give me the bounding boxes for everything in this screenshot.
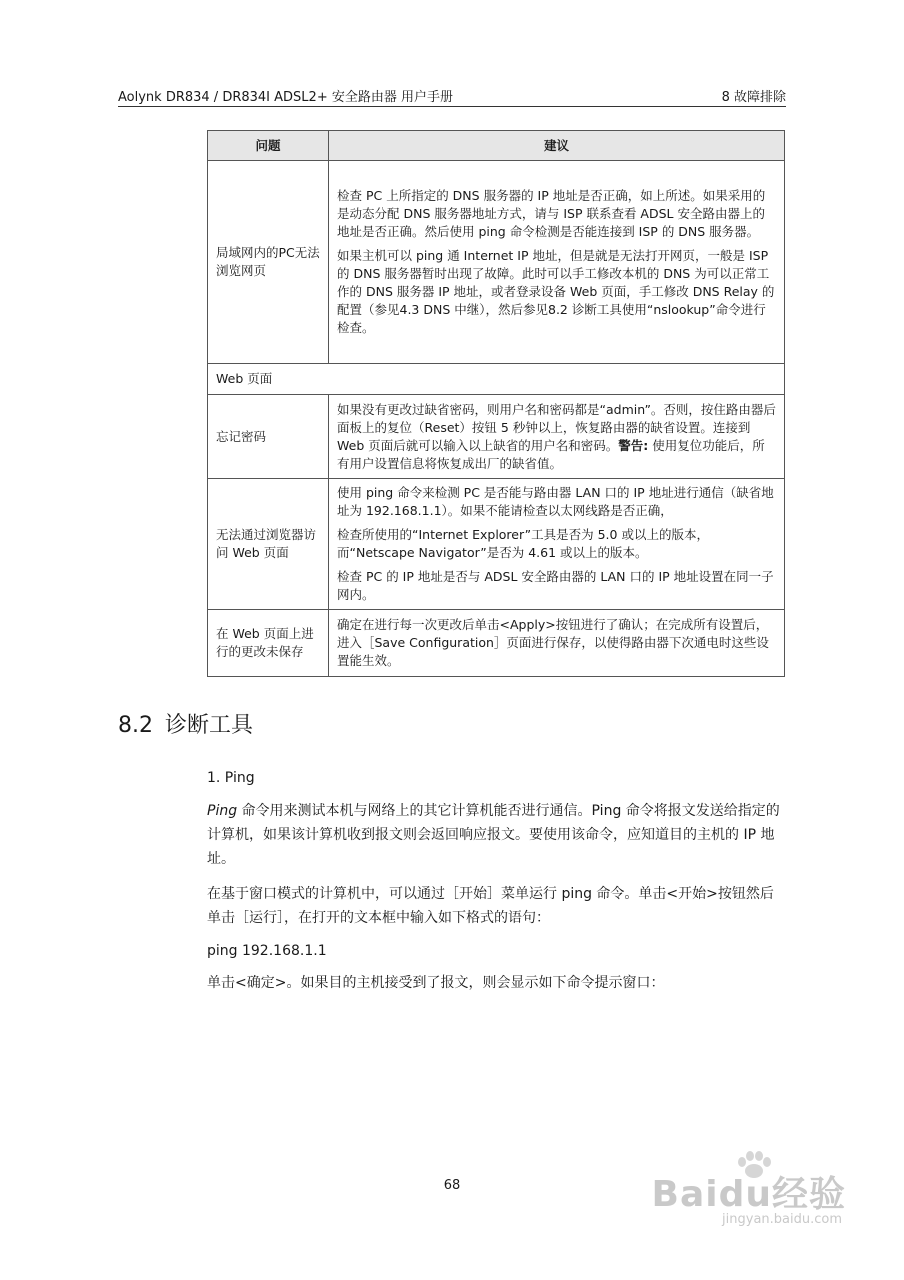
problem-cell: 在 Web 页面上进行的更改未保存 bbox=[208, 610, 329, 677]
suggestion-cell bbox=[329, 161, 785, 364]
suggestion-paragraph: 检查 PC 上所指定的 DNS 服务器的 IP 地址是否正确，如上所述。如果采用的是动态分配 DNS 服务器地址方式，请与 ISP 联系查看 ADSL 安全路由器上的地址是否正确。然后使用 ping 命令检测是否能连接到 ISP 的 DNS 服务器。 bbox=[337, 188, 766, 239]
page-number: 68 bbox=[443, 1178, 461, 1193]
problem-cell: 忘记密码 bbox=[208, 395, 329, 479]
command-text: ping 192.168.1.1 bbox=[207, 943, 327, 959]
table-row bbox=[208, 479, 785, 610]
suggestion-paragraph: 检查所使用的“Internet Explorer”工具是否为 5.0 或以上的版本，而“Netscape Navigator”是否为 4.61 或以上的版本。 bbox=[337, 527, 709, 560]
suggestion-cell bbox=[329, 610, 785, 677]
suggestion-paragraph: 检查 PC 的 IP 地址是否与 ADSL 安全路由器的 LAN 口的 IP 地址设置在同一子网内。 bbox=[337, 569, 774, 602]
troubleshooting-table bbox=[207, 130, 785, 677]
header-chapter: 8 故障排除 bbox=[721, 90, 786, 105]
suggestion-text: 如果没有更改过缺省密码，则用户名和密码都是“admin”。否则，按住路由器后面板上的复位（Reset）按钮 5 秒钟以上，恢复路由器的缺省设置。连接到 Web 页面后就可以输入以上缺省的用户名和密码。 bbox=[337, 401, 776, 453]
warning-text: 使用复位功能后，所有用户设置信息将恢复成出厂的缺省值。 bbox=[337, 437, 765, 471]
warning-label: 警告: bbox=[618, 437, 649, 453]
table-header-row bbox=[208, 131, 785, 161]
section-number: 8.2 bbox=[118, 713, 153, 738]
suggestion-cell bbox=[329, 395, 785, 479]
paragraph-run-instruction bbox=[207, 882, 785, 930]
section-heading bbox=[118, 708, 253, 739]
header-title: Aolynk DR834 / DR834I ADSL2+ 安全路由器 用户手册 bbox=[118, 90, 453, 105]
suggestion-paragraph: 如果主机可以 ping 通 Internet IP 地址，但是就是无法打开网页，一般是 ISP 的 DNS 服务器暂时出现了故障。此时可以手工修改本机的 DNS 为可以正常工作的 DNS 服务器 IP 地址，或者登录设备 Web 页面，手工修改 DNS Relay 的配置（参见4.3 DNS 中继），然后参见8.2 诊断工具使用“nslookup”命令进行检查。 bbox=[337, 248, 775, 335]
sub-heading bbox=[207, 766, 785, 790]
paragraph-text: 单击<确定>。如果目的主机接受到了报文，则会显示如下命令提示窗口： bbox=[207, 975, 665, 991]
suggestion-cell bbox=[329, 479, 785, 610]
section-title: 诊断工具 bbox=[165, 713, 254, 738]
suggestion-paragraph bbox=[337, 401, 776, 473]
problem-cell: 无法通过浏览器访问 Web 页面 bbox=[208, 479, 329, 610]
ping-italic: Ping bbox=[207, 803, 238, 819]
watermark-url: jingyan.baidu.com bbox=[722, 1212, 842, 1227]
table-row bbox=[208, 610, 785, 677]
problem-cell: 局域网内的PC无法浏览网页 bbox=[208, 161, 329, 364]
paragraph-confirm bbox=[207, 971, 785, 995]
column-header-problem: 问题 bbox=[208, 131, 329, 161]
section-cell: Web 页面 bbox=[208, 364, 785, 395]
paragraph-rest: 命令用来测试本机与网络上的其它计算机能否进行通信。Ping 命令将报文发送给指定的计算机，如果该计算机收到报文则会返回响应报文。要使用该命令，应知道目的主机的 IP 地址。 bbox=[207, 803, 780, 867]
sub-heading-text: 1. Ping bbox=[207, 770, 255, 786]
table-section-row bbox=[208, 364, 785, 395]
suggestion-paragraph: 确定在进行每一次更改后单击<Apply>按钮进行了确认；在完成所有设置后，进入［Save Configuration］页面进行保存，以使得路由器下次通电时这些设置能生效。 bbox=[337, 617, 769, 668]
paragraph-text bbox=[207, 799, 785, 871]
paragraph-ping-intro bbox=[207, 799, 785, 871]
suggestion-paragraph: 使用 ping 命令来检测 PC 是否能与路由器 LAN 口的 IP 地址进行通信（缺省地址为 192.168.1.1）。如果不能请检查以太网线路是否正确， bbox=[337, 485, 774, 518]
command-example bbox=[207, 939, 785, 963]
page-header bbox=[118, 86, 786, 107]
watermark-brand: Baidu经验 bbox=[651, 1174, 846, 1215]
paragraph-text: 在基于窗口模式的计算机中，可以通过［开始］菜单运行 ping 命令。单击<开始>按钮然后单击［运行］，在打开的文本框中输入如下格式的语句： bbox=[207, 886, 774, 926]
watermark bbox=[638, 1146, 848, 1236]
column-header-suggestion: 建议 bbox=[329, 131, 785, 161]
table-row bbox=[208, 395, 785, 479]
table-row bbox=[208, 161, 785, 364]
